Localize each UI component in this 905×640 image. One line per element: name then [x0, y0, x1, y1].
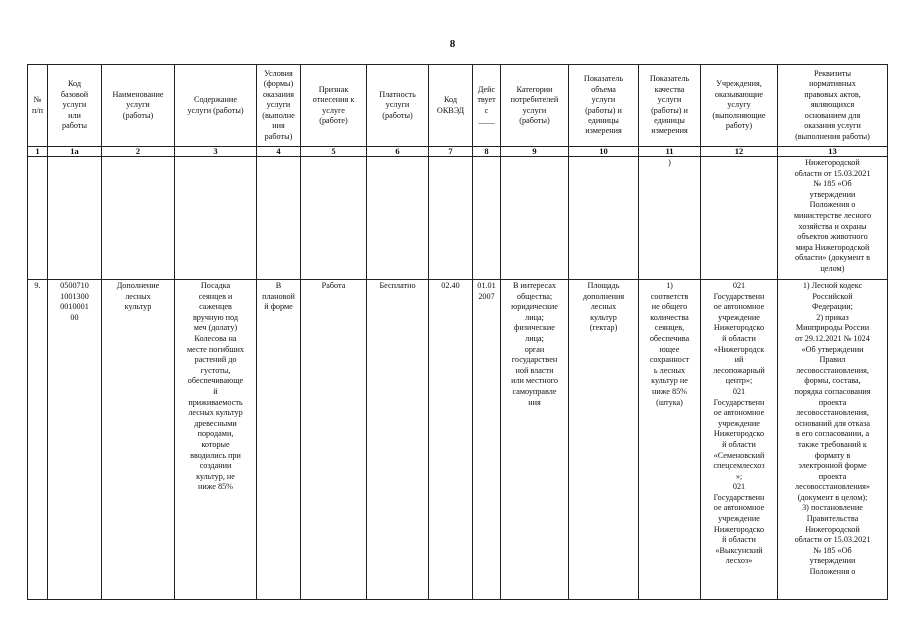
col-number: 1а	[48, 147, 102, 157]
col-header-date: Дейс твует с ____	[473, 65, 501, 147]
service-code: 0500710 1001300 0010001 00	[48, 280, 102, 600]
col-number: 4	[257, 147, 301, 157]
col-header-volume: Показатель объема услуги (работы) и единицы измерения	[569, 65, 639, 147]
services-registry-table	[27, 64, 888, 600]
col-number: 11	[639, 147, 701, 157]
table-cell	[501, 157, 569, 280]
col-header-institutions: Учреждения, оказывающие услугу (выполняющие работу)	[701, 65, 778, 147]
table-cell	[569, 157, 639, 280]
service-name: Дополнение лесных культур	[102, 280, 175, 600]
continuation-row	[28, 157, 888, 280]
service-consumers: В интересах общества; юридические лица; физические лица; орган государствен ной власти или местного самоуправле ния	[501, 280, 569, 600]
col-number: 13	[778, 147, 888, 157]
col-header-payment: Платность услуги (работы)	[367, 65, 429, 147]
service-conditions: В плановой й форме	[257, 280, 301, 600]
col-number: 12	[701, 147, 778, 157]
col-header-conditions: Условия (формы) оказания услуги (выполне ния работы)	[257, 65, 301, 147]
service-institutions: 021 Государственн ое автономное учреждение Нижегородско й области «Нижегородск ий лесопожарный центр»; 021 Государственн ое автономное учреждение Нижегородско й области «Семеновский спецсемлесхоз »; 021 Государственн ое автономное учреждение Нижегородско й области «Выксунский лесхоз»	[701, 280, 778, 600]
col-header-name: Наименование услуги (работы)	[102, 65, 175, 147]
service-content: Посадка сеянцев и саженцев вручную под меч (долату) Колесова на месте погибших растений до густоты, обеспечивающе й приживаемость лесных культур древесными породами, которые вводились при создании культур, не ниже 85%	[175, 280, 257, 600]
col-number: 2	[102, 147, 175, 157]
col-header-quality: Показатель качества услуги (работы) и единицы измерения	[639, 65, 701, 147]
col-header-acts: Реквизиты нормативных правовых актов, являющихся основанием для оказания услуги (выполнения работы)	[778, 65, 888, 147]
col-header-code: Код базовой услуги или работы	[48, 65, 102, 147]
table-cell	[48, 157, 102, 280]
service-okved: 02.40	[429, 280, 473, 600]
table-cell	[257, 157, 301, 280]
table-cell	[102, 157, 175, 280]
col-number: 9	[501, 147, 569, 157]
col-number: 1	[28, 147, 48, 157]
service-legal-acts: 1) Лесной кодекс Российской Федерации; 2) приказ Минприроды России от 29.12.2021 № 1024 «Об утверждении Правил лесовосстановления, формы, состава, порядка согласования проекта лесовосстановления, оснований для отказа в его согласовании, а также требований к формату в электронной форме проекта лесовосстановления» (документ в целом); 3) постановление Правительства Нижегородской области от 15.03.2021 № 185 «Об утверждении Положения о	[778, 280, 888, 600]
col-number: 6	[367, 147, 429, 157]
col-header-sign: Признак отнесения к услуге (работе)	[301, 65, 367, 147]
service-quality-indicator: 1) соответств ие общего количества сеянцев, обеспечива ющее сохранност ь лесных культур не ниже 85% (штука)	[639, 280, 701, 600]
col-header-num: № п/п	[28, 65, 48, 147]
acts-cell-continuation: Нижегородской области от 15.03.2021 № 185 «Об утверждении Положения о министерстве лесного хозяйства и охраны объектов животного мира Нижегородской области» (документ в целом)	[778, 157, 888, 280]
page-number: 8	[449, 38, 456, 50]
table-cell	[28, 157, 48, 280]
row-number: 9.	[28, 280, 48, 600]
table-cell	[175, 157, 257, 280]
service-payment: Бесплатно	[367, 280, 429, 600]
table-cell	[429, 157, 473, 280]
col-number: 7	[429, 147, 473, 157]
column-numbers-row	[28, 147, 888, 157]
col-number: 8	[473, 147, 501, 157]
col-header-consumers: Категории потребителей услуги (работы)	[501, 65, 569, 147]
table-cell	[301, 157, 367, 280]
header-row	[28, 65, 888, 147]
col-number: 3	[175, 147, 257, 157]
col-number: 5	[301, 147, 367, 157]
col-header-okved: Код ОКВЭД	[429, 65, 473, 147]
col-header-content: Содержание услуги (работы)	[175, 65, 257, 147]
table-row	[28, 280, 888, 600]
service-volume-indicator: Площадь дополнения лесных культур (гектар)	[569, 280, 639, 600]
service-effective-date: 01.01 2007	[473, 280, 501, 600]
quality-cell-continuation: )	[639, 157, 701, 280]
table-cell	[473, 157, 501, 280]
table-cell	[701, 157, 778, 280]
table-cell	[367, 157, 429, 280]
col-number: 10	[569, 147, 639, 157]
service-sign: Работа	[301, 280, 367, 600]
